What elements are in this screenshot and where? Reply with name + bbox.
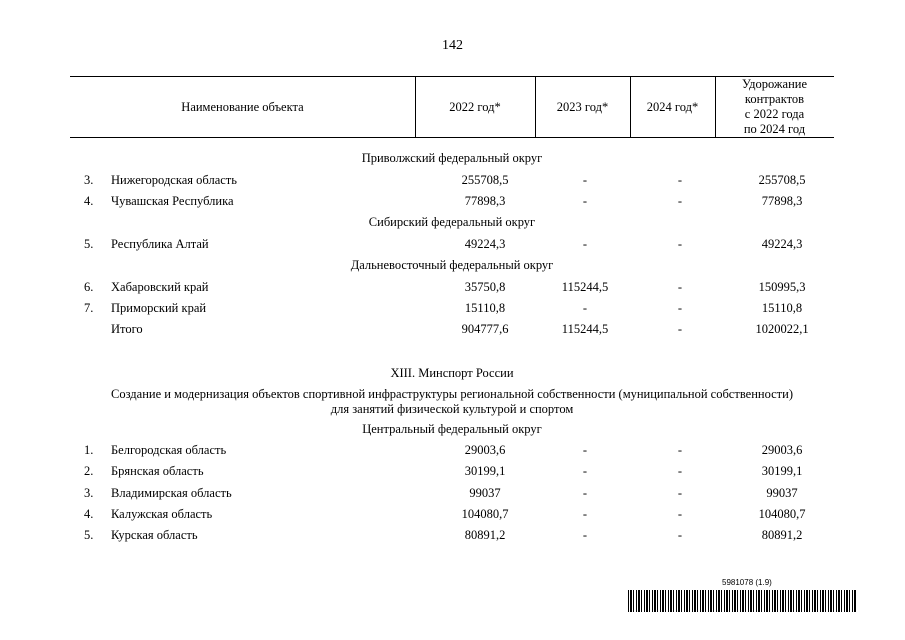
row-2022: 49224,3 bbox=[464, 237, 506, 251]
row-name: Республика Алтай bbox=[111, 237, 209, 251]
row-2022: 35750,8 bbox=[464, 280, 506, 294]
district-heading: Дальневосточный федеральный округ bbox=[350, 258, 554, 272]
table-row bbox=[70, 526, 834, 544]
row-2024: - bbox=[677, 194, 683, 208]
row-2024: - bbox=[677, 443, 683, 457]
row-name: Чувашская Республика bbox=[111, 194, 234, 208]
row-number: 7. bbox=[84, 301, 94, 315]
row-2024: - bbox=[677, 173, 683, 187]
row-number: 5. bbox=[84, 237, 94, 251]
table-row bbox=[70, 192, 834, 210]
row-number: 3. bbox=[84, 486, 94, 500]
row-number: 1. bbox=[84, 443, 94, 457]
row-2022: 255708,5 bbox=[461, 173, 509, 187]
row-2023: 115244,5 bbox=[561, 280, 609, 294]
district-heading: Центральный федеральный округ bbox=[362, 422, 542, 436]
row-2024: - bbox=[677, 528, 683, 542]
row-increase: 99037 bbox=[766, 486, 798, 500]
row-2023: - bbox=[582, 443, 588, 457]
row-increase: 29003,6 bbox=[761, 443, 803, 457]
total-increase: 1020022,1 bbox=[755, 322, 809, 336]
row-2023: - bbox=[582, 528, 588, 542]
total-row bbox=[70, 320, 834, 338]
row-increase: 80891,2 bbox=[761, 528, 803, 542]
row-increase: 30199,1 bbox=[761, 464, 803, 478]
row-increase: 255708,5 bbox=[758, 173, 806, 187]
row-number: 6. bbox=[84, 280, 94, 294]
table-row bbox=[70, 462, 834, 480]
row-2023: - bbox=[582, 486, 588, 500]
header-name: Наименование объекта bbox=[181, 99, 304, 114]
page-number: 142 bbox=[442, 38, 463, 53]
row-increase: 104080,7 bbox=[758, 507, 806, 521]
row-number: 4. bbox=[84, 507, 94, 521]
table-row bbox=[70, 171, 834, 189]
row-2022: 104080,7 bbox=[461, 507, 509, 521]
header-2023: 2023 год* bbox=[556, 99, 609, 114]
row-2022: 80891,2 bbox=[464, 528, 506, 542]
table-row bbox=[70, 484, 834, 502]
row-name: Владимирская область bbox=[111, 486, 232, 500]
row-name: Калужская область bbox=[111, 507, 213, 521]
row-number: 2. bbox=[84, 464, 94, 478]
table-row bbox=[70, 235, 834, 253]
program-title-line: Создание и модернизация объектов спортивной инфраструктуры региональной собственности (муниципальной собственности) bbox=[110, 387, 793, 401]
row-2023: - bbox=[582, 301, 588, 315]
district-heading: Сибирский федеральный округ bbox=[368, 215, 536, 229]
row-2024: - bbox=[677, 486, 683, 500]
header-2024: 2024 год* bbox=[646, 99, 699, 114]
district-heading: Приволжский федеральный округ bbox=[361, 151, 543, 165]
barcode-label: 5981078 (1.9) bbox=[722, 578, 772, 587]
table-row bbox=[70, 299, 834, 317]
header-2022: 2022 год* bbox=[449, 99, 501, 114]
row-name: Хабаровский край bbox=[111, 280, 209, 294]
total-2024: - bbox=[677, 322, 683, 336]
row-2022: 30199,1 bbox=[464, 464, 506, 478]
row-name: Курская область bbox=[111, 528, 198, 542]
row-2023: - bbox=[582, 464, 588, 478]
table-row bbox=[70, 441, 834, 459]
row-name: Брянская область bbox=[111, 464, 204, 478]
row-2024: - bbox=[677, 237, 683, 251]
total-2022: 904777,6 bbox=[461, 322, 509, 336]
ministry-heading: XIII. Минспорт России bbox=[390, 366, 514, 380]
row-2024: - bbox=[677, 464, 683, 478]
header-increase-line: Удорожание bbox=[741, 77, 807, 91]
barcode bbox=[628, 590, 856, 612]
row-increase: 15110,8 bbox=[761, 301, 803, 315]
header-increase-line: с 2022 года bbox=[744, 107, 805, 121]
row-2024: - bbox=[677, 507, 683, 521]
row-2024: - bbox=[677, 301, 683, 315]
table-row bbox=[70, 278, 834, 296]
row-2022: 77898,3 bbox=[464, 194, 506, 208]
row-name: Нижегородская область bbox=[111, 173, 237, 187]
row-2023: - bbox=[582, 194, 588, 208]
row-2023: - bbox=[582, 507, 588, 521]
row-2022: 29003,6 bbox=[464, 443, 506, 457]
header-increase-line: по 2024 год bbox=[743, 122, 806, 136]
row-number: 4. bbox=[84, 194, 94, 208]
program-title-line: для занятий физической культурой и спортом bbox=[330, 402, 574, 416]
row-2023: - bbox=[582, 237, 588, 251]
row-increase: 49224,3 bbox=[761, 237, 803, 251]
row-2022: 99037 bbox=[469, 486, 501, 500]
row-number: 3. bbox=[84, 173, 94, 187]
row-2023: - bbox=[582, 173, 588, 187]
row-number: 5. bbox=[84, 528, 94, 542]
total-label: Итого bbox=[111, 322, 143, 336]
total-2023: 115244,5 bbox=[561, 322, 609, 336]
row-2024: - bbox=[677, 280, 683, 294]
row-name: Белгородская область bbox=[111, 443, 227, 457]
row-increase: 150995,3 bbox=[758, 280, 806, 294]
row-2022: 15110,8 bbox=[464, 301, 506, 315]
table-row bbox=[70, 505, 834, 523]
row-increase: 77898,3 bbox=[761, 194, 803, 208]
header-increase bbox=[715, 76, 834, 138]
row-name: Приморский край bbox=[111, 301, 207, 315]
header-increase-line: контрактов bbox=[744, 92, 805, 106]
